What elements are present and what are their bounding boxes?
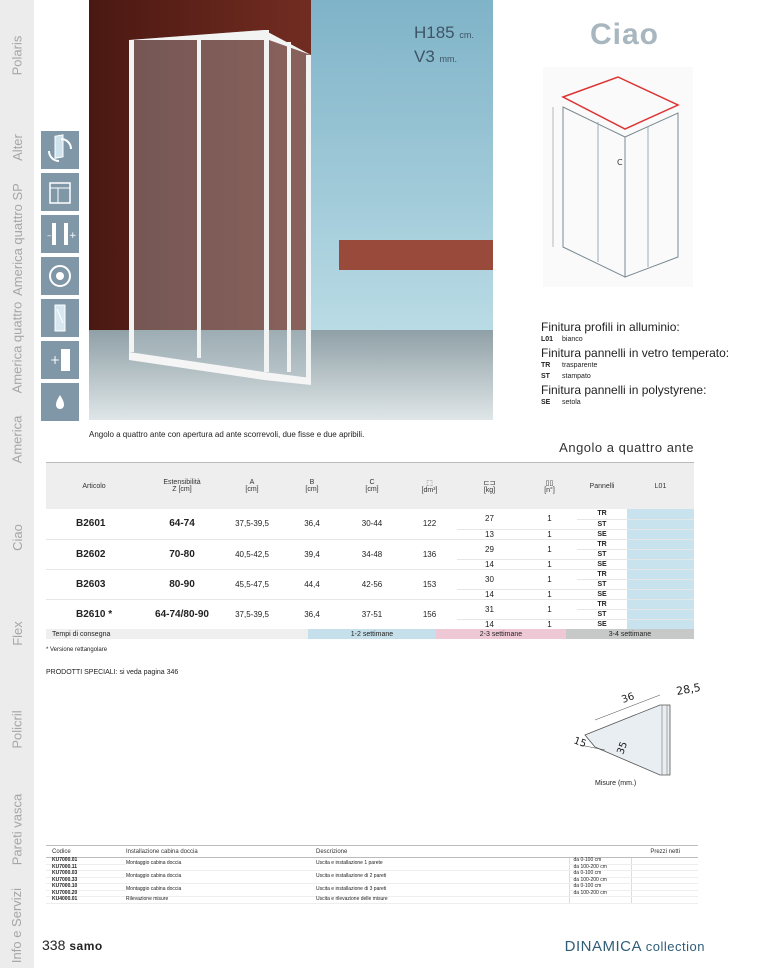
cell-panel: TR xyxy=(577,539,627,549)
service-code: KU7000.11 xyxy=(46,864,126,871)
svg-text:C: C xyxy=(617,158,623,167)
cell-l01[interactable] xyxy=(627,599,694,609)
cell-kg: 14 xyxy=(457,619,522,629)
technical-diagram xyxy=(543,67,693,287)
cell-vol: 122 xyxy=(402,509,457,539)
delivery-times xyxy=(46,629,694,639)
cell-vol: 156 xyxy=(402,599,457,629)
cell-kg: 13 xyxy=(457,529,522,539)
cell-n: 1 xyxy=(522,619,577,629)
cell-n: 1 xyxy=(522,569,577,589)
cell-ext: 80-90 xyxy=(142,569,222,599)
cell-l01[interactable] xyxy=(627,619,694,629)
delivery-option-2: 2-3 settimane xyxy=(436,629,566,639)
table-row xyxy=(46,599,694,609)
service-code: KU7000.33 xyxy=(46,877,126,884)
sidebar-item-policril[interactable]: Policril xyxy=(9,710,25,749)
product-table-header: Articolo Estensibilità Z [cm] A [cm] B [cm] C [cm] ⬚ [dm³] ⊏⊐ [kg] ▯▯ [n°] Pannelli L01 xyxy=(46,463,694,509)
sidebar xyxy=(0,0,34,968)
finish-info xyxy=(541,319,751,408)
cell-l01[interactable] xyxy=(627,609,694,619)
cell-n: 1 xyxy=(522,539,577,559)
sidebar-item-america-quattro-sp[interactable]: America quattro SP xyxy=(9,183,25,296)
profile-caption: Misure (mm.) xyxy=(595,780,637,787)
cell-a: 37,5-39,5 xyxy=(222,599,282,629)
service-install: Montaggio cabina doccia xyxy=(126,884,316,897)
cell-l01[interactable] xyxy=(627,589,694,599)
cell-a: 45,5-47,5 xyxy=(222,569,282,599)
cell-l01[interactable] xyxy=(627,559,694,569)
dim-label-1: 36 xyxy=(620,691,636,706)
cell-l01[interactable] xyxy=(627,509,694,519)
weight-icon: ⊏⊐ xyxy=(483,479,496,487)
cell-c: 34-48 xyxy=(342,539,402,569)
sidebar-item-alter[interactable]: Alter xyxy=(9,134,25,161)
cell-l01[interactable] xyxy=(627,549,694,559)
glass-finish-item: ST stampato xyxy=(541,373,591,380)
cell-c: 37-51 xyxy=(342,599,402,629)
cell-panel: SE xyxy=(577,619,627,629)
cell-panel: ST xyxy=(577,549,627,559)
table-row xyxy=(46,569,694,579)
extension-icon xyxy=(41,215,79,253)
cell-panel: ST xyxy=(577,579,627,589)
cell-n: 1 xyxy=(522,529,577,539)
svg-text:–: – xyxy=(47,231,52,241)
section-subtitle: Angolo a quattro ante xyxy=(559,440,694,455)
service-desc: Uscita e installazione di 3 pareti xyxy=(316,884,569,897)
cell-art: B2602 xyxy=(46,539,142,569)
cell-ext: 64-74 xyxy=(142,509,222,539)
cell-l01[interactable] xyxy=(627,579,694,589)
sidebar-item-ciao[interactable]: Ciao xyxy=(9,524,25,551)
collection-footer: DINAMICA collection xyxy=(564,938,705,955)
delivery-option-3: 3-4 settimane xyxy=(566,629,694,639)
service-install: Montaggio cabina doccia xyxy=(126,858,316,871)
sidebar-item-america[interactable]: America xyxy=(9,415,25,464)
cell-art: B2603 xyxy=(46,569,142,599)
service-range: da 0-100 cm xyxy=(569,858,631,865)
service-code: KU7000.20 xyxy=(46,890,126,897)
cell-b: 36,4 xyxy=(282,599,342,629)
service-code: KU7000.03 xyxy=(46,871,126,878)
version-note: * Versione rettangolare xyxy=(46,647,108,653)
cell-panel: TR xyxy=(577,599,627,609)
service-table-header: Codice Installazione cabina doccia Descrizione Prezzi netti xyxy=(46,846,698,858)
dim-label-4: 35 xyxy=(615,740,631,757)
cell-ext: 64-74/80-90 xyxy=(142,599,222,629)
rotate-icon xyxy=(41,131,79,169)
service-range: da 100-200 cm xyxy=(569,864,631,871)
cell-panel: SE xyxy=(577,559,627,569)
cell-b: 39,4 xyxy=(282,539,342,569)
service-range: da 100-200 cm xyxy=(569,877,631,884)
sidebar-item-pareti-vasca[interactable]: Pareti vasca xyxy=(9,793,25,866)
cell-art: B2601 xyxy=(46,509,142,539)
drop-icon xyxy=(41,383,79,421)
cell-n: 1 xyxy=(522,589,577,599)
service-install: Montaggio cabina doccia xyxy=(126,871,316,884)
feature-icons xyxy=(41,131,79,425)
service-range: da 0-100 cm xyxy=(569,871,631,878)
service-code: KU7000.01 xyxy=(46,858,126,865)
packages-icon: ▯▯ xyxy=(545,479,554,487)
cell-panel: TR xyxy=(577,509,627,519)
cell-n: 1 xyxy=(522,509,577,529)
clean-icon xyxy=(41,257,79,295)
service-row xyxy=(46,897,698,904)
cell-l01[interactable] xyxy=(627,529,694,539)
cell-a: 40,5-42,5 xyxy=(222,539,282,569)
brand-logo: samo xyxy=(69,939,103,953)
service-range: da 0-100 cm xyxy=(569,884,631,891)
dim-label-3: 15 xyxy=(571,735,588,751)
glass-finish-title: Finitura pannelli in vetro temperato: xyxy=(541,346,730,360)
delivery-option-1: 1-2 settimane xyxy=(308,629,436,639)
cell-l01[interactable] xyxy=(627,539,694,549)
service-desc: Uscita e rilevazione delle misure xyxy=(316,897,569,904)
cell-vol: 153 xyxy=(402,569,457,599)
cell-a: 37,5-39,5 xyxy=(222,509,282,539)
cell-vol: 136 xyxy=(402,539,457,569)
cell-n: 1 xyxy=(522,559,577,569)
cell-l01[interactable] xyxy=(627,569,694,579)
service-code: KU7000.10 xyxy=(46,884,126,891)
profile-finish-title: Finitura profili in alluminio: xyxy=(541,320,680,334)
product-title: Ciao xyxy=(590,18,660,51)
service-install: Rilevazione misure xyxy=(126,897,316,904)
service-code: KU4000.01 xyxy=(46,897,126,904)
cell-c: 42-56 xyxy=(342,569,402,599)
cell-kg: 14 xyxy=(457,559,522,569)
dim-label-2: 28,5 xyxy=(675,680,702,698)
svg-text:+: + xyxy=(50,353,61,367)
frame-size-icon xyxy=(41,173,79,211)
cell-panel: SE xyxy=(577,529,627,539)
dimensions-label: H185 cm. V3 mm. xyxy=(414,23,474,66)
glass-panel-icon xyxy=(41,299,79,337)
cell-panel: TR xyxy=(577,569,627,579)
table-row xyxy=(46,509,694,519)
cell-panel: ST xyxy=(577,609,627,619)
table-row xyxy=(46,539,694,549)
cell-ext: 70-80 xyxy=(142,539,222,569)
sidebar-item-flex[interactable]: Flex xyxy=(9,621,25,646)
service-desc: Uscita e installazione di 2 pareti xyxy=(316,871,569,884)
poly-finish-title: Finitura pannelli in polystyrene: xyxy=(541,383,707,397)
cell-b: 44,4 xyxy=(282,569,342,599)
cell-kg: 30 xyxy=(457,569,522,589)
service-table xyxy=(46,845,698,904)
cell-panel: ST xyxy=(577,519,627,529)
cell-panel: SE xyxy=(577,589,627,599)
box-icon: ⬚ xyxy=(426,479,433,487)
service-price xyxy=(631,897,698,904)
delivery-label: Tempi di consegna xyxy=(46,629,308,639)
glass-finish-item: TR trasparente xyxy=(541,362,598,369)
profile-section-diagram xyxy=(565,675,705,785)
page-number: 338 samo xyxy=(42,937,103,953)
cell-art: B2610 * xyxy=(46,599,142,629)
product-table xyxy=(46,462,694,630)
service-desc: Uscita e installazione 1 parete xyxy=(316,858,569,871)
special-products-note: PRODOTTI SPECIALI: si veda pagina 346 xyxy=(46,669,179,676)
profile-finish-item: L01 bianco xyxy=(541,336,583,343)
sidebar-item-info-servizi[interactable]: Info e Servizi xyxy=(9,887,25,964)
svg-text:+: + xyxy=(69,231,77,241)
photo-caption: Angolo a quattro ante con apertura ad ante scorrevoli, due fisse e due apribili. xyxy=(89,430,365,439)
cell-kg: 31 xyxy=(457,599,522,619)
cell-kg: 29 xyxy=(457,539,522,559)
cell-b: 36,4 xyxy=(282,509,342,539)
poly-finish-item: SE setola xyxy=(541,399,581,406)
cell-l01[interactable] xyxy=(627,519,694,529)
cell-n: 1 xyxy=(522,599,577,619)
door-open-icon xyxy=(41,341,79,379)
service-range xyxy=(569,897,631,904)
cell-kg: 14 xyxy=(457,589,522,599)
cell-c: 30-44 xyxy=(342,509,402,539)
service-range: da 100-200 cm xyxy=(569,890,631,897)
cell-kg: 27 xyxy=(457,509,522,529)
sidebar-item-america-quattro[interactable]: America quattro xyxy=(9,301,25,394)
sidebar-item-polaris[interactable]: Polaris xyxy=(9,35,25,76)
